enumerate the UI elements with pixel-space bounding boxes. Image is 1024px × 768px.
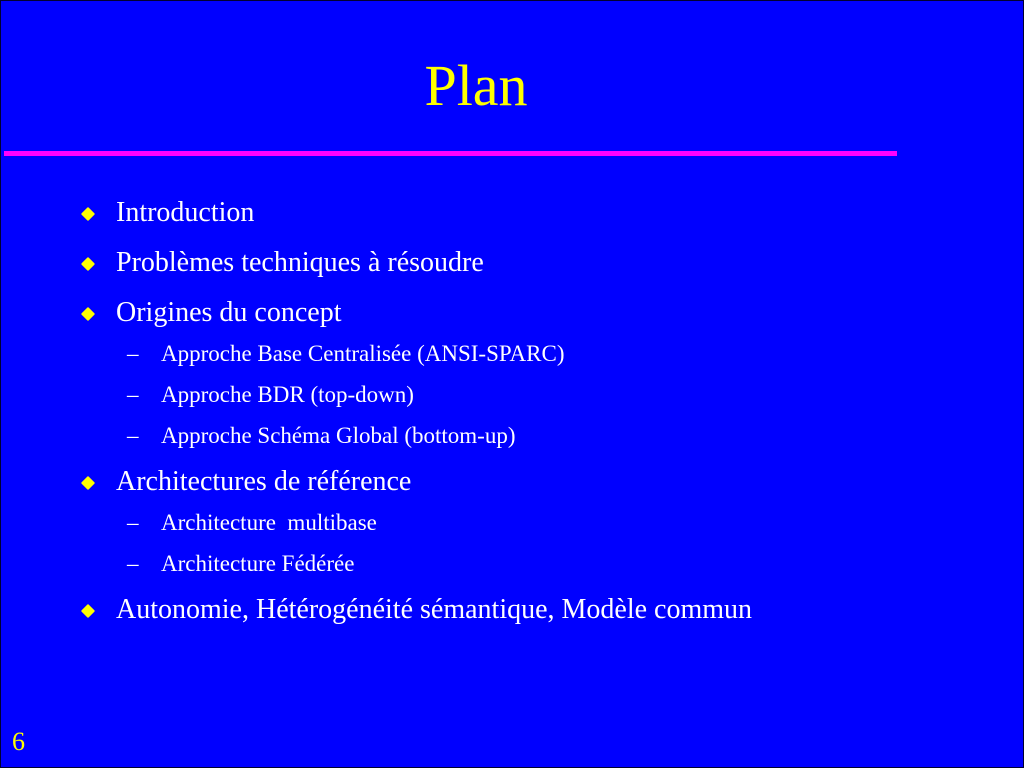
dash-bullet-icon: –: [127, 382, 139, 407]
sub-item-label: Architecture multibase: [161, 510, 377, 535]
outline-item-problemes: [81, 243, 752, 283]
dash-bullet-icon: –: [127, 551, 139, 576]
outline-item-origines: [81, 293, 752, 333]
sub-item: [81, 374, 752, 415]
dash-bullet-icon: –: [127, 341, 139, 366]
title-divider: [4, 151, 897, 156]
sub-item: [81, 502, 752, 543]
outline-item-introduction: [81, 193, 752, 233]
slide-title: Plan: [424, 53, 528, 118]
sub-item-label: Approche Base Centralisée (ANSI-SPARC): [161, 341, 565, 366]
sub-item: [81, 333, 752, 374]
sub-item: [81, 415, 752, 456]
page-number: 6: [12, 727, 25, 756]
diamond-bullet-icon: [81, 207, 95, 221]
outline-item-label: Origines du concept: [116, 297, 342, 328]
outline-item-label: Autonomie, Hétérogénéité sémantique, Modèle commun: [116, 594, 753, 625]
diamond-bullet-icon: [81, 604, 95, 618]
sub-item-label: Approche BDR (top-down): [161, 382, 414, 407]
dash-bullet-icon: –: [127, 510, 139, 535]
diamond-bullet-icon: [81, 307, 95, 321]
outline-item-label: Architectures de référence: [116, 466, 412, 497]
sub-list: [81, 333, 752, 456]
diamond-bullet-icon: [81, 257, 95, 271]
outline-subgroup-architectures: [81, 502, 752, 584]
outline-list: [81, 193, 752, 640]
sub-item: [81, 543, 752, 584]
outline-item-architectures: [81, 462, 752, 502]
sub-list: [81, 502, 752, 584]
outline-item-autonomie: [81, 590, 752, 630]
sub-item-label: Approche Schéma Global (bottom-up): [161, 423, 516, 448]
outline-subgroup-origines: [81, 333, 752, 456]
outline-item-label: Introduction: [116, 197, 255, 228]
diamond-bullet-icon: [81, 476, 95, 490]
outline-item-label: Problèmes techniques à résoudre: [116, 247, 484, 278]
sub-item-label: Architecture Fédérée: [161, 551, 355, 576]
dash-bullet-icon: –: [127, 423, 139, 448]
